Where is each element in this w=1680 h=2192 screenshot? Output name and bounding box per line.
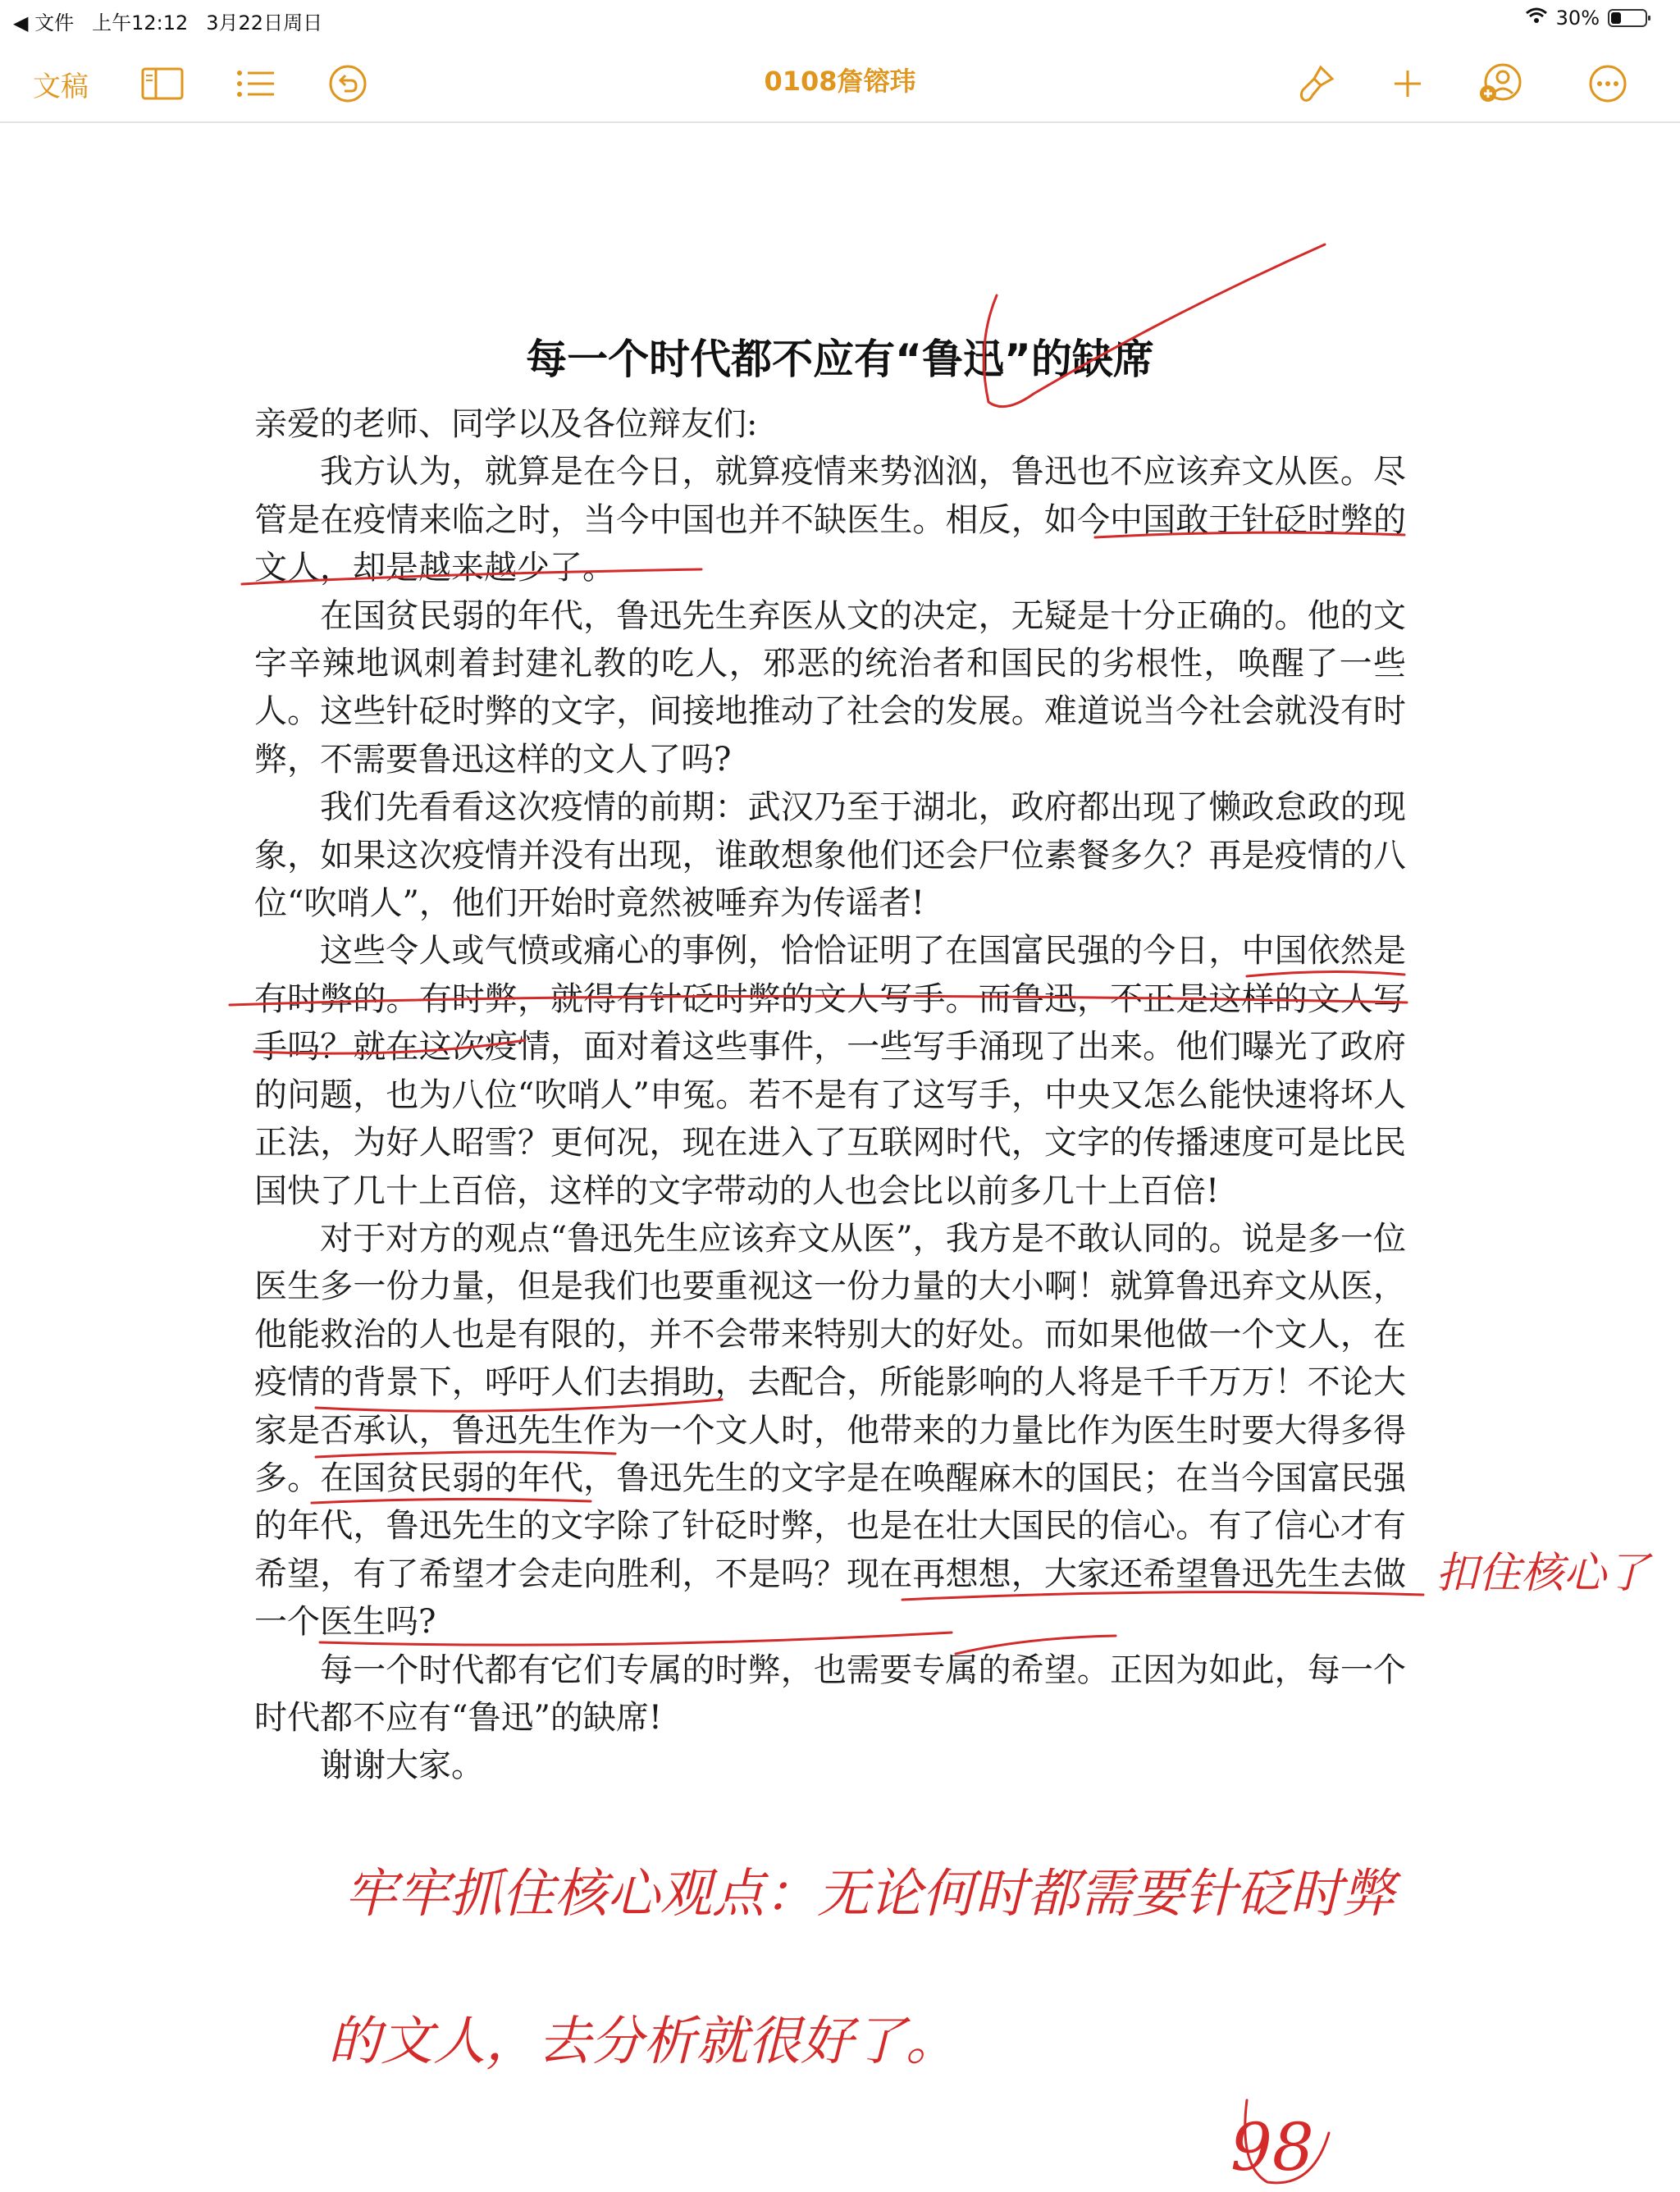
essay-paragraph: 这些令人或气愤或痛心的事例，恰恰证明了在国富民强的今日，中国依然是有时弊的。有时弊，就得有针砭时弊的文人写手。而鲁迅，不正是这样的文人写手吗？就在这次疫情，面对着这些事件，一些写手涌现了出来。他们曝光了政府的问题，也为八位“吹哨人”申冤。若不是有了这写手，中央又怎么能快速将坏人正法，为好人昭雪？更何况，现在进入了互联网时代，文字的传播速度可是比民国快了几十上百倍，这样的文字带动的人也会比以前多几十上百倍! (254, 932, 1406, 1210)
battery-percent: 30% (1555, 7, 1600, 30)
essay-paragraph: 我方认为，就算是在今日，就算疫情来势汹汹，鲁迅也不应该弃文从医。尽管是在疫情来临之时，当今中国也并不缺医生。相反，如今中国敢于针砭时弊的文人，却是越来越少了。 (254, 453, 1406, 587)
wifi-icon (1525, 7, 1548, 30)
essay-paragraph: 对于对方的观点“鲁迅先生应该弃文从医”，我方是不敢认同的。说是多一位医生多一份力量，但是我们也要重视这一份力量的大小啊！就算鲁迅弃文从医，他能救治的人也是有限的，并不会带来特别大的好处。而如果他做一个文人，在疫情的背景下，呼吁人们去捐助，去配合，所能影响的人将是千千万万！不论大家是否承认，鲁迅先生作为一个文人时，他带来的力量比作为医生时要大得多得多。在国贫民弱的年代，鲁迅先生的文字是在唤醒麻木的国民；在当今国富民强的年代，鲁迅先生的文字除了针砭时弊，也是在壮大国民的信心。有了信心才有希望，有了希望才会走向胜利，不是吗？现在再想想，大家还希望鲁迅先生去做一个医生吗? (254, 1219, 1406, 1642)
essay-body[interactable] (254, 400, 1406, 1790)
margin-note: 扣住核心了 (1436, 1549, 1650, 1598)
essay-paragraph: 在国贫民弱的年代，鲁迅先生弃医从文的决定，无疑是十分正确的。他的文字辛辣地讽刺着封建礼教的吃人，邪恶的统治者和国民的劣根性，唤醒了一些人。这些针砭时弊的文字，间接地推动了社会的发展。难道说当今社会就没有时弊，不需要鲁迅这样的文人了吗? (254, 596, 1406, 779)
plus-icon[interactable] (1385, 61, 1431, 107)
teacher-comment-line1: 牢牢抓住核心观点：无论何时都需要针砭时弊 (345, 1864, 1395, 1925)
format-brush-icon[interactable] (1293, 61, 1339, 107)
document-title[interactable]: 0108詹镕玮 (764, 66, 916, 97)
battery-icon (1608, 9, 1647, 27)
battery-level (1611, 12, 1621, 24)
score-mark: 98 (1230, 2109, 1314, 2185)
collaborate-icon[interactable] (1477, 61, 1526, 107)
essay-paragraph: 每一个时代都有它们专属的时弊，也需要专属的希望。正因为如此，每一个时代都不应有“鲁迅”的缺席! (254, 1651, 1406, 1737)
essay-paragraph: 我们先看看这次疫情的前期：武汉乃至于湖北，政府都出现了懒政怠政的现象，如果这次疫情并没有出现，谁敢想象他们还会尸位素餐多久？再是疫情的八位“吹哨人”，他们开始时竟然被唾弃为传谣者! (254, 788, 1406, 923)
essay-closing: 谢谢大家。 (320, 1747, 484, 1785)
teacher-comment-line2: 的文人，去分析就很好了。 (328, 2012, 958, 2072)
status-bar (0, 0, 1680, 39)
document-canvas[interactable] (0, 123, 1680, 2192)
status-date: 3月22日周日 (206, 11, 323, 34)
back-to-app-link[interactable]: ◀ 文件 (13, 11, 75, 34)
essay-title: 每一个时代都不应有“鲁迅”的缺席 (526, 336, 1154, 383)
more-icon[interactable] (1585, 61, 1631, 107)
toolbar (0, 49, 1680, 123)
status-time: 上午12:12 (92, 11, 189, 34)
documents-button[interactable]: 文稿 (33, 70, 89, 103)
essay-salutation: 亲爱的老师、同学以及各位辩友们: (254, 405, 758, 443)
